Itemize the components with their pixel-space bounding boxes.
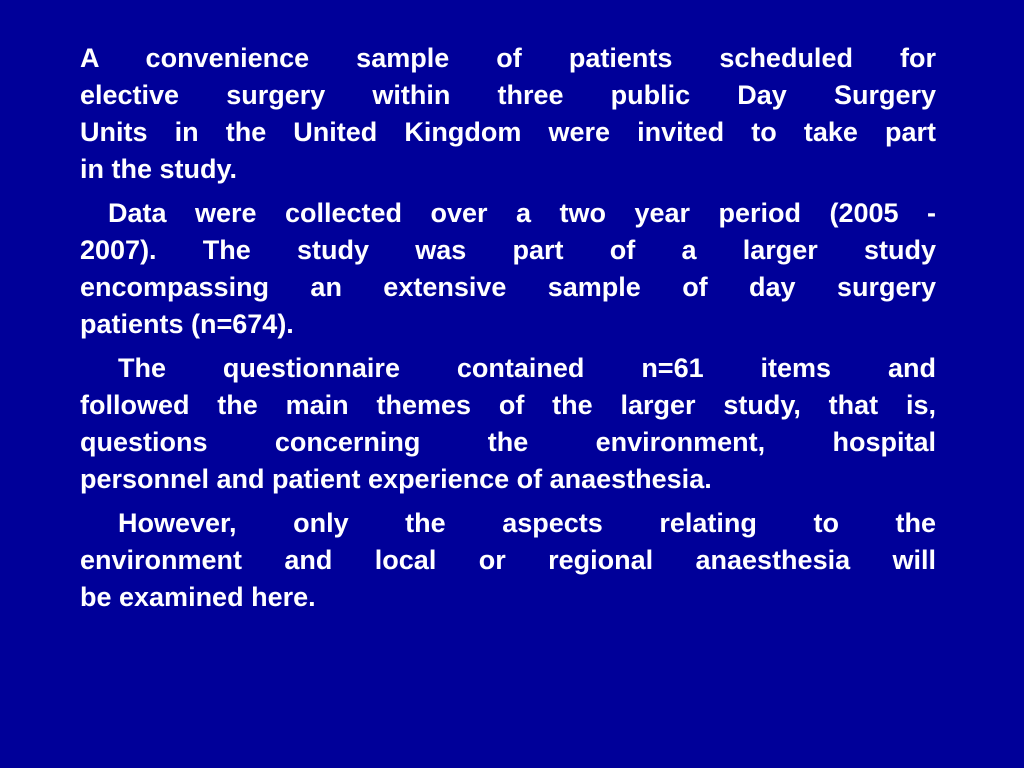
text-line: followed the main themes of the larger study, that is, [80, 390, 936, 420]
paragraph-sample [80, 40, 936, 188]
text-line: elective surgery within three public Day Surgery [80, 80, 936, 110]
text-line: Units in the United Kingdom were invited to take part [80, 117, 936, 147]
paragraph-questionnaire [80, 350, 936, 498]
text-line: be examined here. [80, 582, 316, 612]
paragraph-data-collection [80, 195, 936, 343]
text-line: 2007). The study was part of a larger study [80, 235, 936, 265]
text-line: The questionnaire contained n=61 items and [118, 353, 936, 383]
paragraph-scope [80, 505, 936, 616]
text-line: environment and local or regional anaesthesia will [80, 545, 936, 575]
text-line: questions concerning the environment, hospital [80, 427, 936, 457]
slide-body [80, 40, 936, 623]
text-line: encompassing an extensive sample of day surgery [80, 272, 936, 302]
text-line: Data were collected over a two year period (2005 - [108, 198, 936, 228]
text-line: patients (n=674). [80, 309, 294, 339]
text-line: However, only the aspects relating to the [118, 508, 936, 538]
text-line: in the study. [80, 154, 238, 184]
text-line: A convenience sample of patients scheduled for [80, 43, 936, 73]
text-line: personnel and patient experience of anaesthesia. [80, 464, 712, 494]
